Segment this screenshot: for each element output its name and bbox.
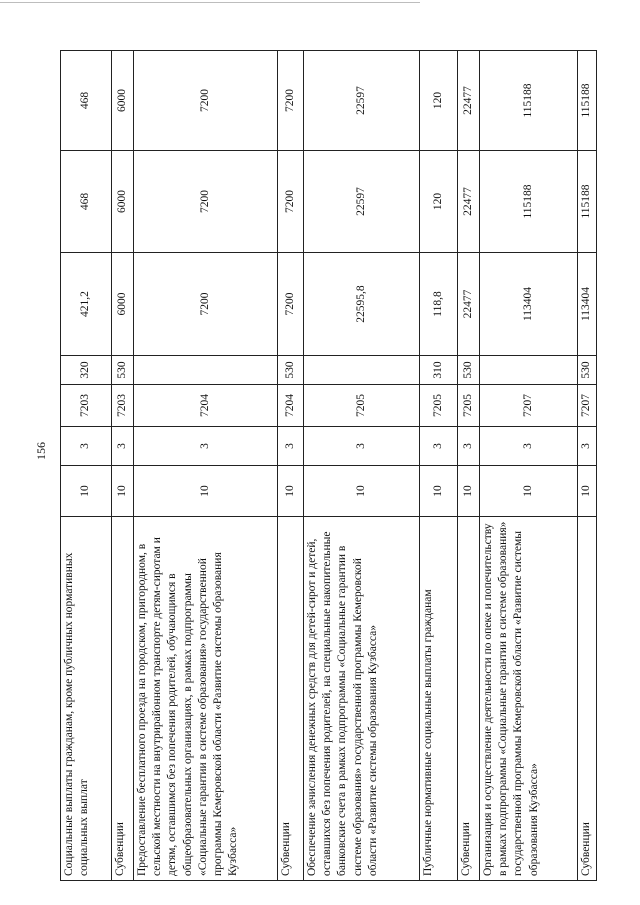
cell-value-1: 7200 bbox=[134, 253, 278, 356]
cell-section: 10 bbox=[578, 466, 597, 517]
budget-table-container bbox=[60, 51, 596, 881]
cell-subsection: 3 bbox=[578, 427, 597, 466]
cell-target: 7207 bbox=[578, 385, 597, 427]
row-name: Организация и осуществление деятельности по опеке и попечительству в рамках подпрограммы «Социальные гарантии в системе образования» государственной программы Кемеровской области «Развитие системы образования Кузбасса» bbox=[480, 517, 578, 881]
cell-expense-type: 530 bbox=[278, 356, 304, 385]
cell-subsection: 3 bbox=[458, 427, 480, 466]
cell-value-3: 115188 bbox=[578, 51, 597, 151]
cell-section: 10 bbox=[61, 466, 112, 517]
cell-section: 10 bbox=[480, 466, 578, 517]
cell-value-1: 22477 bbox=[458, 253, 480, 356]
cell-value-1: 7200 bbox=[278, 253, 304, 356]
table-row bbox=[578, 51, 597, 881]
cell-target: 7203 bbox=[112, 385, 134, 427]
cell-value-2: 115188 bbox=[480, 151, 578, 253]
table-row bbox=[480, 51, 578, 881]
cell-value-3: 7200 bbox=[134, 51, 278, 151]
row-name: Субвенции bbox=[112, 517, 134, 881]
cell-value-1: 22595,8 bbox=[304, 253, 420, 356]
cell-section: 10 bbox=[112, 466, 134, 517]
table-row bbox=[278, 51, 304, 881]
cell-value-3: 468 bbox=[61, 51, 112, 151]
budget-table bbox=[60, 50, 597, 881]
table-row bbox=[420, 51, 458, 881]
cell-expense-type: 530 bbox=[112, 356, 134, 385]
cell-expense-type: 320 bbox=[61, 356, 112, 385]
cell-value-2: 6000 bbox=[112, 151, 134, 253]
cell-value-3: 120 bbox=[420, 51, 458, 151]
cell-subsection: 3 bbox=[61, 427, 112, 466]
table-row bbox=[134, 51, 278, 881]
cell-value-1: 421,2 bbox=[61, 253, 112, 356]
cell-expense-type: 530 bbox=[458, 356, 480, 385]
cell-subsection: 3 bbox=[480, 427, 578, 466]
cell-subsection: 3 bbox=[304, 427, 420, 466]
top-edge-line bbox=[0, 2, 420, 3]
cell-value-2: 120 bbox=[420, 151, 458, 253]
row-name: Социальные выплаты гражданам, кроме публичных нормативных социальных выплат bbox=[61, 517, 112, 881]
cell-section: 10 bbox=[134, 466, 278, 517]
cell-target: 7205 bbox=[420, 385, 458, 427]
cell-target: 7203 bbox=[61, 385, 112, 427]
cell-value-2: 22477 bbox=[458, 151, 480, 253]
table-row bbox=[304, 51, 420, 881]
cell-subsection: 3 bbox=[134, 427, 278, 466]
cell-target: 7205 bbox=[304, 385, 420, 427]
cell-value-1: 118,8 bbox=[420, 253, 458, 356]
cell-value-2: 7200 bbox=[134, 151, 278, 253]
cell-expense-type bbox=[304, 356, 420, 385]
cell-value-3: 6000 bbox=[112, 51, 134, 151]
row-name: Субвенции bbox=[578, 517, 597, 881]
cell-target: 7207 bbox=[480, 385, 578, 427]
row-name: Субвенции bbox=[458, 517, 480, 881]
cell-target: 7204 bbox=[278, 385, 304, 427]
table-row bbox=[61, 51, 112, 881]
cell-subsection: 3 bbox=[112, 427, 134, 466]
cell-section: 10 bbox=[278, 466, 304, 517]
row-name: Предоставление бесплатного проезда на городском, пригородном, в сельской местности на внутрирайонном транспорте детям-сиротам и детям, оставшимся без попечения родителей, обучающимся в общеобразовательных организациях, в рамках подпрограммы «Социальные гарантии в системе образования» государственной программы Кемеровской области «Развитие системы образования Кузбасса» bbox=[134, 517, 278, 881]
cell-value-3: 22477 bbox=[458, 51, 480, 151]
cell-expense-type bbox=[134, 356, 278, 385]
cell-value-1: 113404 bbox=[480, 253, 578, 356]
cell-value-1: 6000 bbox=[112, 253, 134, 356]
cell-target: 7205 bbox=[458, 385, 480, 427]
cell-value-2: 7200 bbox=[278, 151, 304, 253]
cell-expense-type: 530 bbox=[578, 356, 597, 385]
cell-value-2: 22597 bbox=[304, 151, 420, 253]
row-name: Публичные нормативные социальные выплаты гражданам bbox=[420, 517, 458, 881]
cell-subsection: 3 bbox=[420, 427, 458, 466]
page-number: 156 bbox=[34, 442, 48, 460]
cell-value-2: 115188 bbox=[578, 151, 597, 253]
cell-expense-type: 310 bbox=[420, 356, 458, 385]
cell-value-3: 115188 bbox=[480, 51, 578, 151]
cell-target: 7204 bbox=[134, 385, 278, 427]
cell-value-1: 113404 bbox=[578, 253, 597, 356]
table-row bbox=[112, 51, 134, 881]
cell-value-2: 468 bbox=[61, 151, 112, 253]
cell-subsection: 3 bbox=[278, 427, 304, 466]
row-name: Обеспечение зачисления денежных средств для детей-сирот и детей, оставшихся без попечения родителей, на специальные накопительные банковские счета в рамках подпрограммы «Социальные гарантии в системе образования» государственной программы Кемеровской области «Развитие системы образования Кузбасса» bbox=[304, 517, 420, 881]
row-name: Субвенции bbox=[278, 517, 304, 881]
cell-section: 10 bbox=[458, 466, 480, 517]
cell-value-3: 7200 bbox=[278, 51, 304, 151]
cell-value-3: 22597 bbox=[304, 51, 420, 151]
cell-section: 10 bbox=[304, 466, 420, 517]
cell-expense-type bbox=[480, 356, 578, 385]
cell-section: 10 bbox=[420, 466, 458, 517]
table-row bbox=[458, 51, 480, 881]
